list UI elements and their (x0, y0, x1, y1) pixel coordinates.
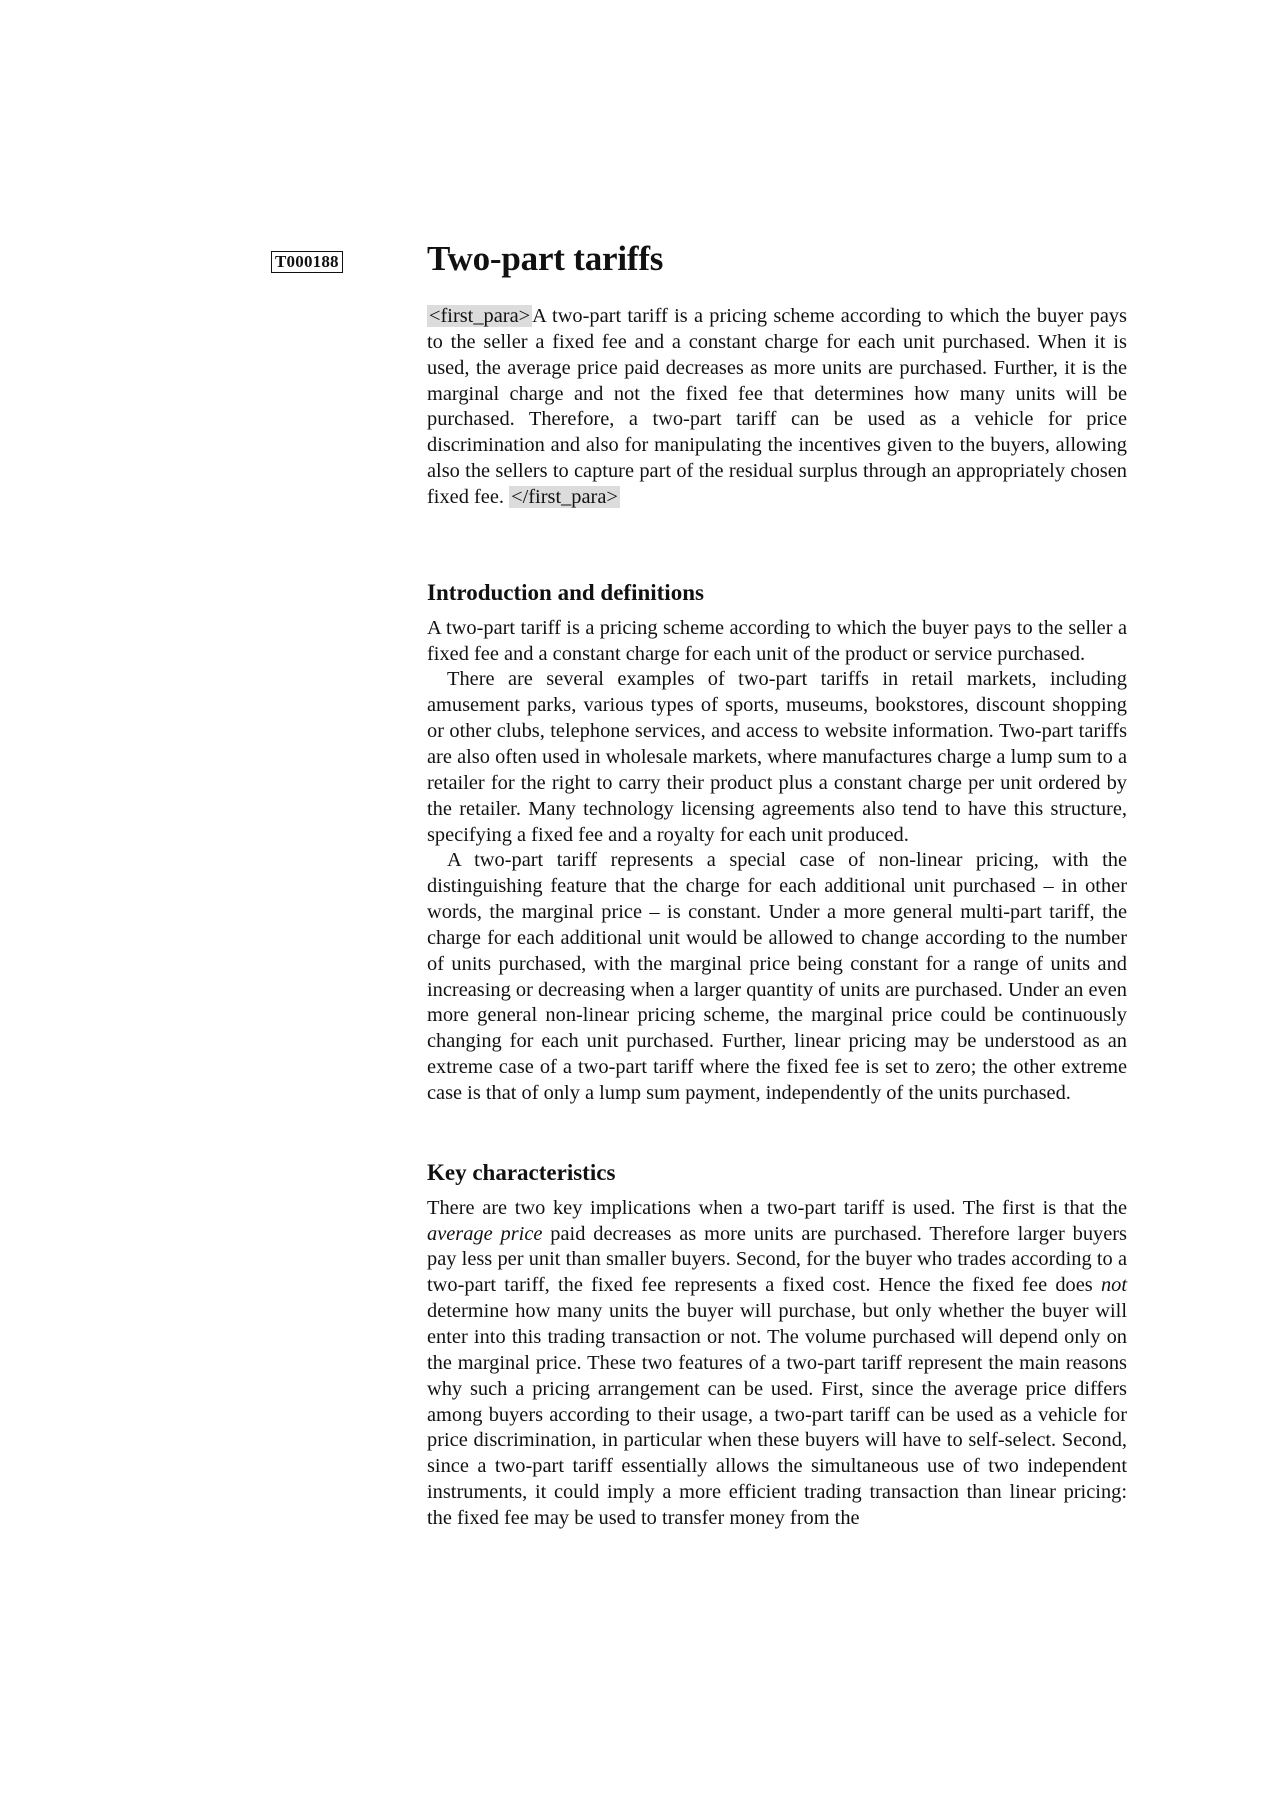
first-paragraph (427, 304, 1127, 511)
intro-paragraph-2: There are several examples of two-part tariffs in retail markets, including amusement parks, various types of sports, museums, bookstores, discount shopping or other clubs, telephone services, and access to website information. Two-part tariffs are also often used in wholesale markets, where manufactures charge a lump sum to a retailer for the right to carry their product plus a constant charge per unit ordered by the retailer. Many technology licensing agreements also tend to have this structure, specifying a fixed fee and a royalty for each unit produced. (427, 668, 1127, 846)
key-text-segment-2: paid decreases as more units are purchased. Therefore larger buyers pay less per unit than smaller buyers. Second, for the buyer who trades according to a two-part tariff, the fixed fee represents a fixed cost. Hence the fixed fee does (427, 1222, 1127, 1297)
key-emphasis-average-price: average price (427, 1222, 543, 1245)
article-id-label: T000188 (271, 251, 343, 273)
first-para-close-tag: </first_para> (511, 485, 618, 508)
key-characteristics-paragraph (427, 1196, 1127, 1532)
key-emphasis-not: not (1100, 1274, 1127, 1297)
section-heading-key-characteristics: Key characteristics (427, 1159, 616, 1185)
key-text-segment-3: determine how many units the buyer will purchase, but only whether the buyer will enter into this trading transaction or not. The volume purchased will depend only on the marginal price. These two features of a two-part tariff represent the main reasons why such a pricing arrangement can be used. First, since the average price differs among buyers according to their usage, a two-part tariff can be used as a vehicle for price discrimination, in particular when these buyers will have to self-select. Second, since a two-part tariff essentially allows the simultaneous use of two independent instruments, it could imply a more efficient trading transaction than linear pricing: the fixed fee may be used to transfer money from the (427, 1300, 1127, 1529)
intro-paragraph-3: A two-part tariff represents a special case of non-linear pricing, with the distinguishing feature that the charge for each additional unit purchased – in other words, the marginal price – is constant. Under a more general multi-part tariff, the charge for each additional unit would be allowed to change according to the number of units purchased, with the marginal price being constant for a range of units and increasing or decreasing when a larger quantity of units are purchased. Under an even more general non-linear pricing scheme, the marginal price could be continuously changing for each unit purchased. Further, linear pricing may be understood as an extreme case of a two-part tariff where the fixed fee is set to zero; the other extreme case is that of only a lump sum payment, independently of the units purchased. (427, 849, 1127, 1104)
article-body (427, 234, 1127, 1532)
first-paragraph-text: A two-part tariff is a pricing scheme according to which the buyer pays to the seller a fixed fee and a constant charge for each unit purchased. When it is used, the average price paid decreases as more units are purchased. Further, it is the marginal charge and not the fixed fee that determines how many units will be purchased. Therefore, a two-part tariff can be used as a vehicle for price discrimination and also for manipulating the incentives given to the buyers, allowing also the sellers to capture part of the residual surplus through an appropriately chosen fixed fee. (427, 305, 1127, 508)
section-heading-introduction: Introduction and definitions (427, 579, 704, 605)
key-text-segment-1: There are two key implications when a two-part tariff is used. The first is that the (427, 1196, 1127, 1219)
intro-paragraph-1: A two-part tariff is a pricing scheme according to which the buyer pays to the seller a fixed fee and a constant charge for each unit of the product or service purchased. (427, 616, 1127, 665)
article-title: Two-part tariffs (427, 239, 664, 278)
first-para-open-tag: <first_para> (429, 305, 531, 327)
